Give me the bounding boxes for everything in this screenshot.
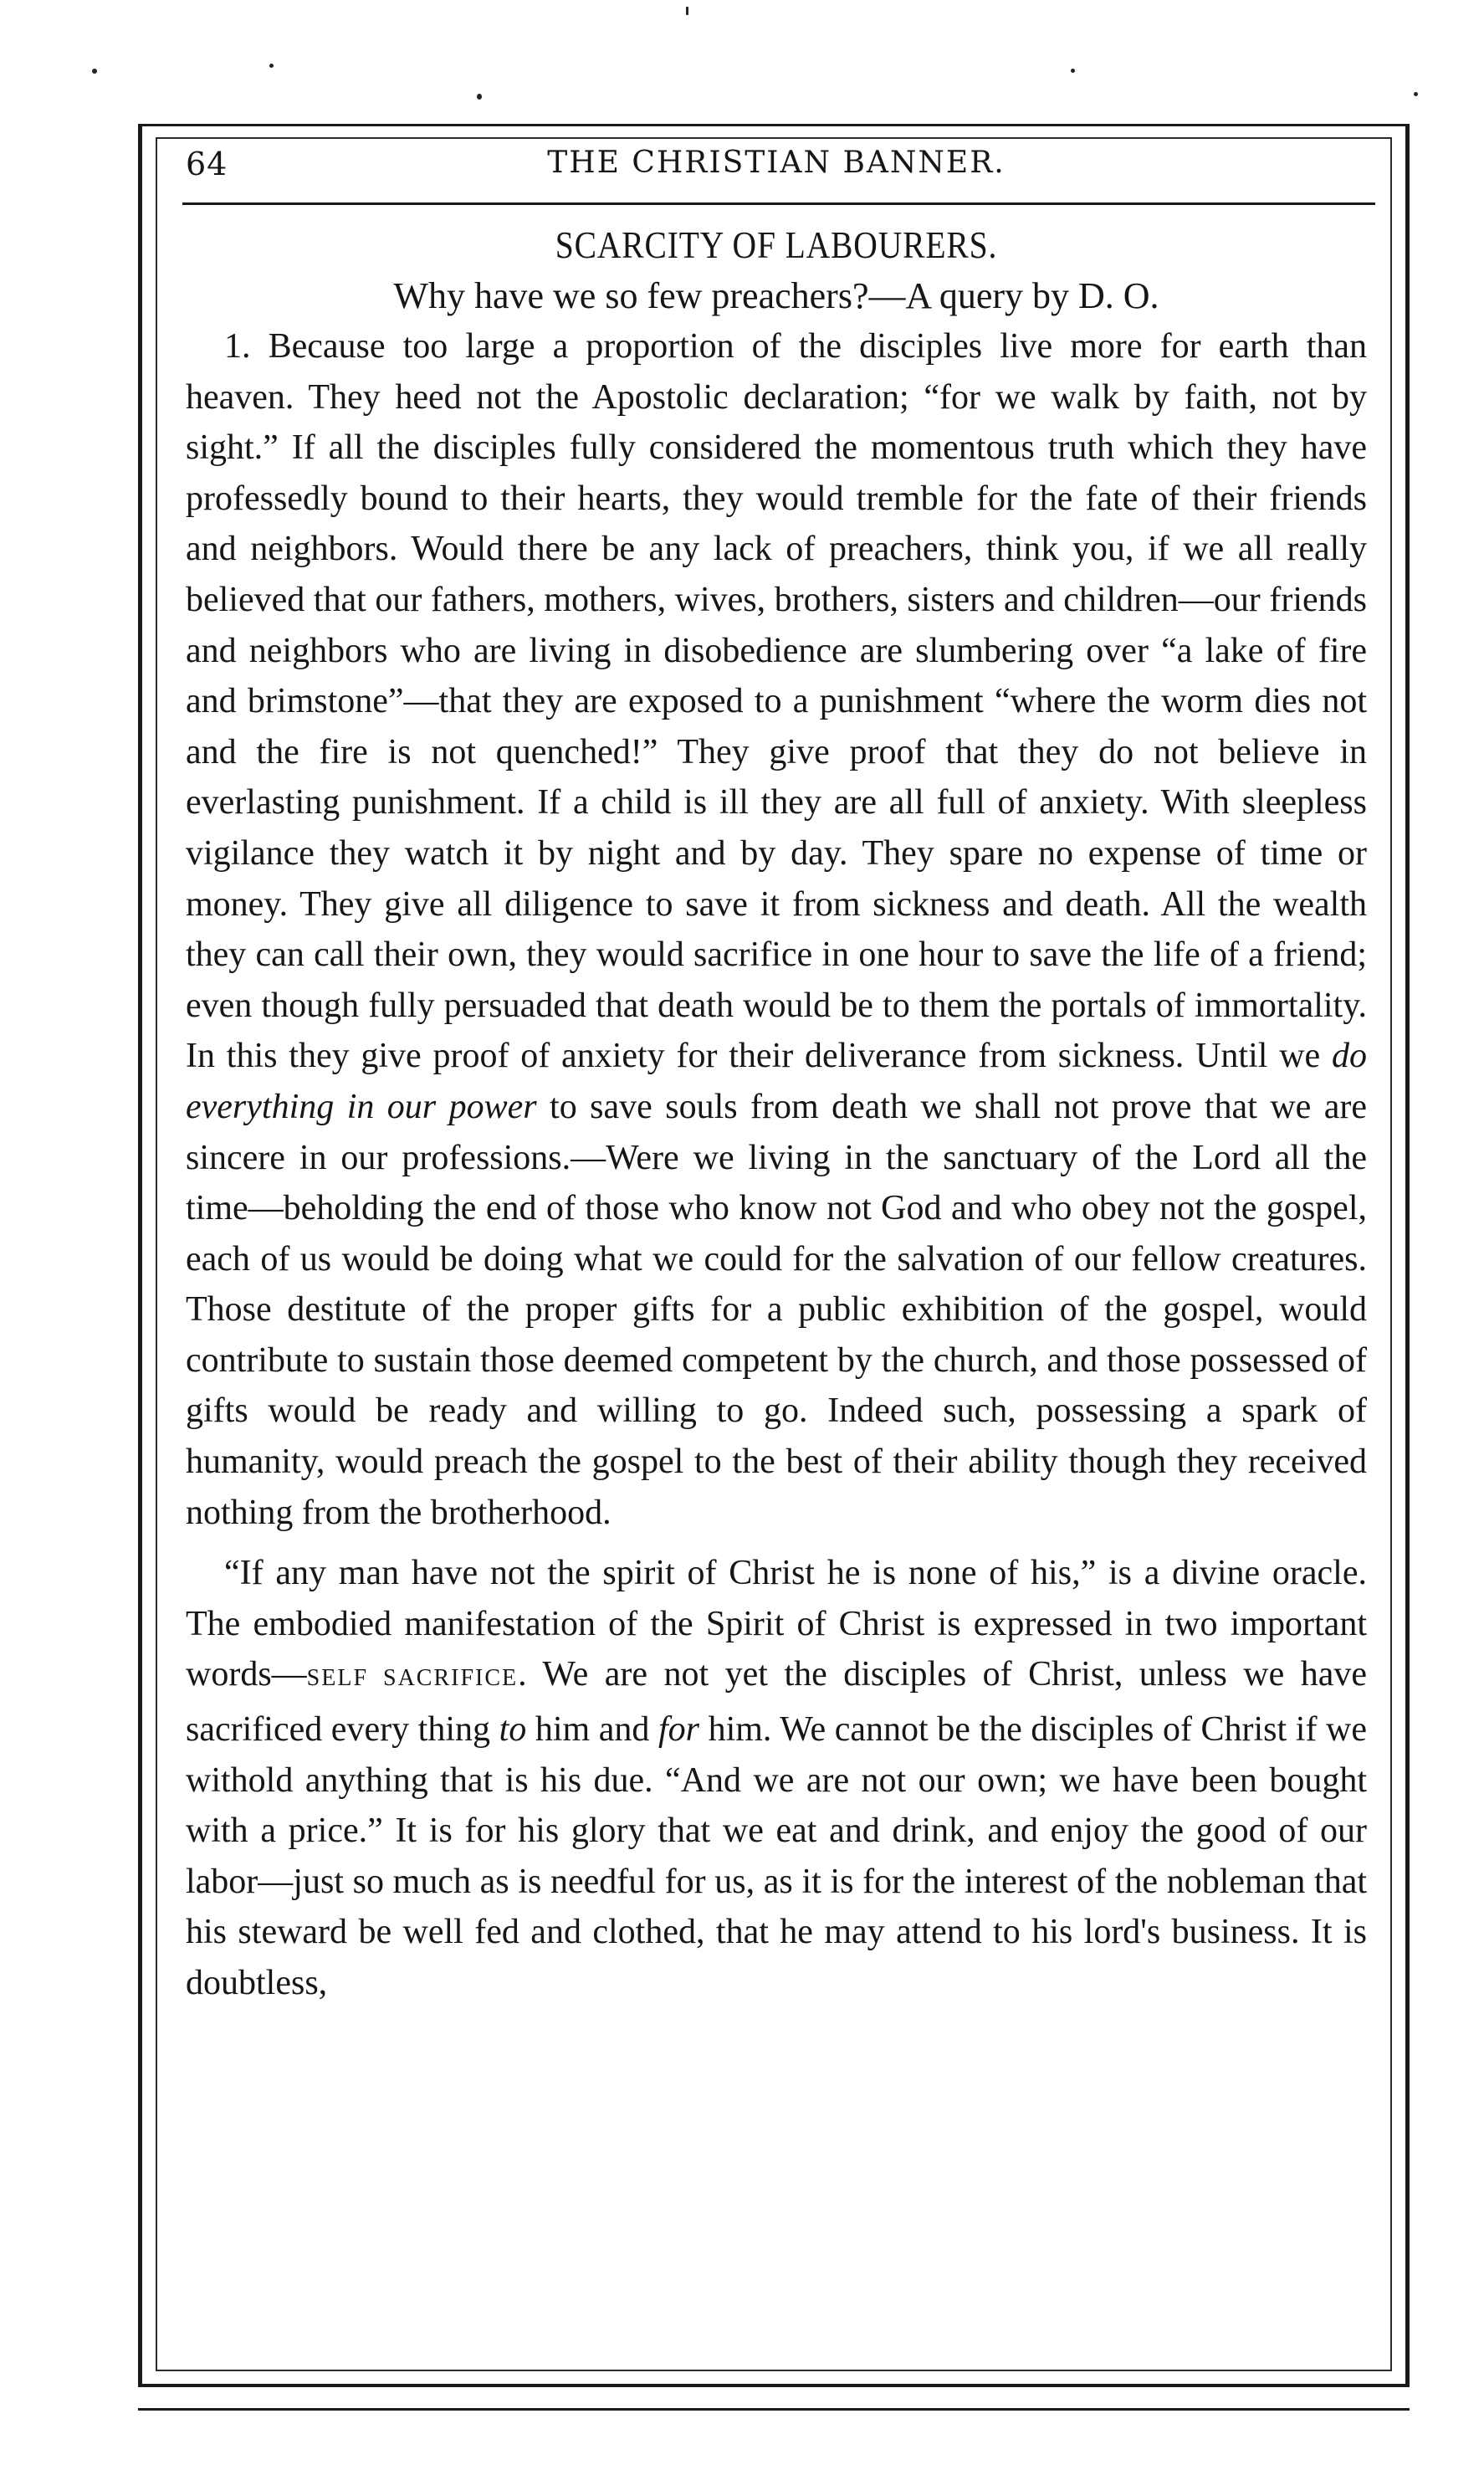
paragraph-2-italic: for (658, 1710, 699, 1750)
paragraph-1 (186, 321, 1367, 1538)
paragraph-2-text: him. We cannot be the disciples of Christ if we withold anything that is his due. “And we are not our own; we have been bought with a price.” It is for his glory that we eat and drink, and enjoy the good of our labor—just so much as is needful for us, as it is for the interest of the nobleman that his steward be well fed and clothed, that he may attend to his lord's business. It is doubtless, (186, 1710, 1367, 2002)
paragraph-2-small-caps: SELF SACRIFICE (306, 1665, 519, 1692)
scan-speck (269, 64, 274, 68)
article-title: SCARCITY OF LABOURERS. (555, 223, 998, 266)
paragraph-2-text: “If any man have not the spirit of Christ he is none of his,” is a divine oracle. The embodied manifestation of the Spirit of Christ is expressed in two important words— (186, 1554, 1367, 1694)
paragraph-2-text: . We are not yet the disciples of Christ, unless we have sacrificed every thing (186, 1655, 1368, 1750)
scan-speck (1071, 69, 1075, 73)
article (186, 219, 1367, 2009)
paragraph-1-text: to save souls from death we shall not prove that we are sincere in our professions.—Were we living in the sanctuary of the Lord all the time—beholding the end of those who know not God and who obey not the gospel, each of us would be doing what we could for the salvation of our fellow creatures. Those destitute of the proper gifts for a public exhibition of the gospel, would contribute to sustain those deemed competent by the church, and those possessed of gifts would be ready and willing to go. Indeed such, possessing a spark of humanity, would preach the gospel to the best of their ability though they received nothing from the brotherhood. (186, 1087, 1367, 1532)
paragraph-1-italic: do everything in our power (186, 1037, 1367, 1126)
scan-speck (92, 69, 97, 74)
scan-speck (1414, 92, 1418, 96)
paragraph-1-text: 1. Because too large a proportion of the disciples live more for earth than heaven. They heed not the Apostolic declaration; “for we walk by faith, not by sight.” If all the disciples fully considered the momentous truth which they have professedly bound to their hearts, they would tremble for the fate of their friends and neighbors. Would there be any lack of preachers, think you, if we all really believed that our fathers, mothers, wives, brothers, sisters and children—our friends and neighbors who are living in disobedience are slumbering over “a lake of fire and brimstone”—that they are exposed to a punishment “where the worm dies not and the fire is not quenched!” They give proof that they do not believe in everlasting punishment. If a child is ill they are all full of anxiety. With sleepless vigilance they watch it by night and by day. They spare no expense of time or money. They give all diligence to save it from sickness and death. All the wealth they can call their own, they would sacrifice in one hour to save the life of a friend; even though fully persuaded that death would be to them the portals of immortality. In this they give proof of anxiety for their deliverance from sickness. Until we (186, 327, 1367, 1076)
paragraph-2 (186, 1548, 1367, 2008)
paragraph-2-italic: to (499, 1710, 527, 1750)
header-rule (182, 202, 1375, 205)
article-subtitle: Why have we so few preachers?—A query by D. O. (393, 275, 1159, 316)
paragraph-2-text: him and (526, 1710, 658, 1750)
scan-speck (686, 7, 688, 15)
running-head (186, 142, 1367, 196)
scan-speck (477, 94, 482, 100)
page-number: 64 (186, 146, 228, 182)
bottom-rule (138, 2408, 1410, 2411)
running-title: THE CHRISTIAN BANNER. (547, 146, 1006, 180)
